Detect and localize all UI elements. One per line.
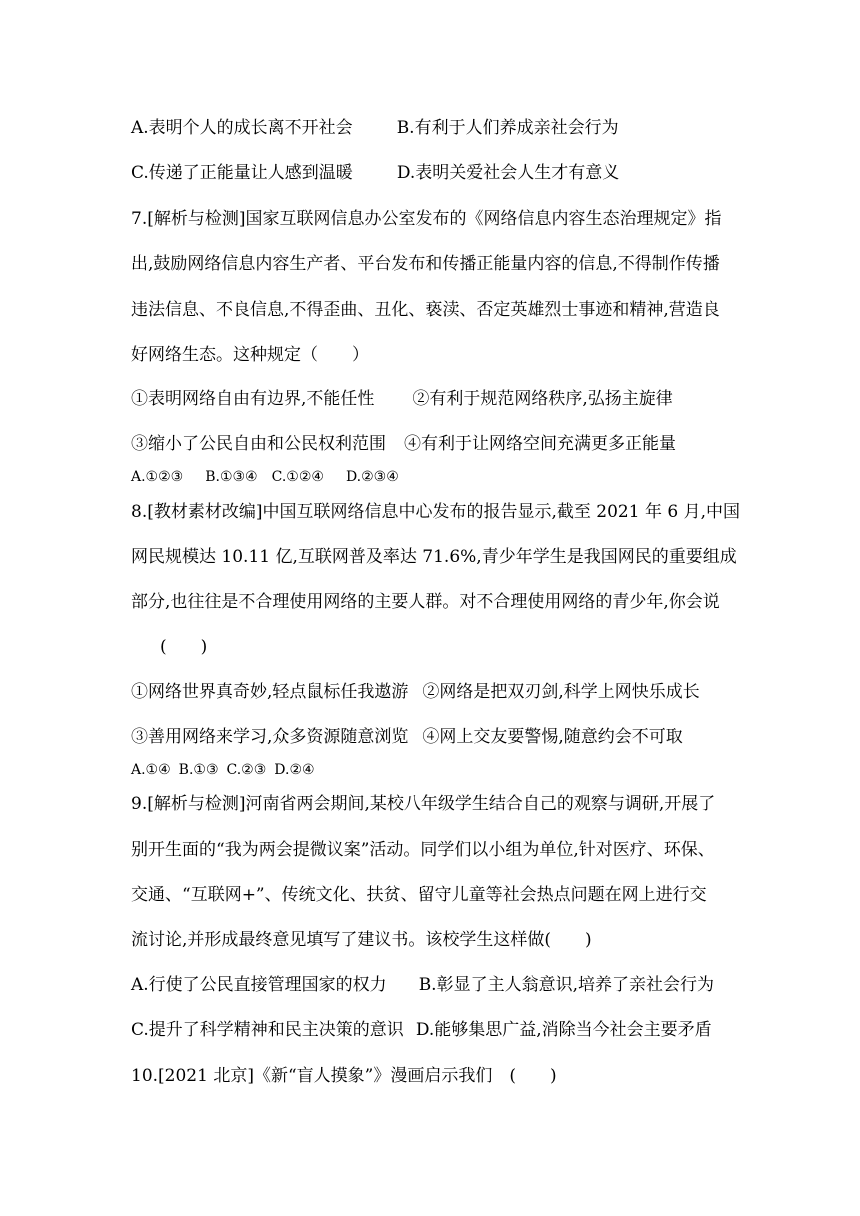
q8-option-d: D.②④ (274, 762, 315, 778)
q7-option-a: A.①②③ (131, 469, 184, 485)
q8-stem-line-2: 网民规模达 10.11 亿,互联网普及率达 71.6%,青少年学生是我国网民的重要组成 (131, 547, 737, 567)
q6-option-a: A.表明个人的成长离不开社会 (131, 118, 353, 138)
q9-option-d: D.能够集思广益,消除当今社会主要矛盾 (415, 1020, 712, 1040)
q7-stem-line-4: 好网络生态。这种规定（ ） (131, 345, 369, 365)
q8-stem-line-1: 8.[教材素材改编]中国互联网络信息中心发布的报告显示,截至 2021 年 6 月,中国 (131, 502, 740, 522)
q9-options-row-1 (131, 974, 714, 996)
q8-option-a: A.①④ (131, 762, 171, 778)
q7-option-d: D.②③④ (345, 469, 399, 485)
q9-stem-line-2: 别开生面的“我为两会提微议案”活动。同学们以小组为单位,针对医疗、环保、 (131, 840, 715, 860)
q8-item-3: ③善用网络来学习,众多资源随意浏览 (131, 727, 409, 747)
q8-option-b: B.①③ (178, 762, 219, 778)
q6-option-d: D.表明关爱社会人生才有意义 (396, 163, 620, 183)
q6-option-c: C.传递了正能量让人感到温暖 (131, 163, 353, 183)
q8-item-2: ②网络是把双刃剑,科学上网快乐成长 (422, 682, 700, 702)
q9-option-b: B.彰显了主人翁意识,培养了亲社会行为 (418, 975, 714, 995)
q9-option-a: A.行使了公民直接管理国家的权力 (131, 975, 387, 995)
q8-stem-line-3: 部分,也往往是不合理使用网络的主要人群。对不合理使用网络的青少年,你会说 (131, 592, 720, 612)
q8-answer-paren: ( ) (160, 637, 208, 657)
q8-option-c: C.②③ (226, 762, 267, 778)
q9-option-c: C.提升了科学精神和民主决策的意识 (131, 1020, 404, 1040)
q7-item-4: ④有利于让网络空间充满更多正能量 (404, 434, 676, 454)
q7-stem-line-1: 7.[解析与检测]国家互联网信息办公室发布的《网络信息内容生态治理规定》指 (131, 209, 722, 229)
q7-items-row-1 (131, 388, 673, 410)
q6-option-b: B.有利于人们养成亲社会行为 (396, 118, 619, 138)
q6-options-row-2 (131, 162, 619, 184)
q6-options-row-1 (131, 117, 619, 139)
q8-item-1: ①网络世界真奇妙,轻点鼠标任我遨游 (131, 682, 409, 702)
q7-option-c: C.①②④ (271, 469, 324, 485)
q7-stem-line-2: 出,鼓励网络信息内容生产者、平台发布和传播正能量内容的信息,不得制作传播 (131, 254, 720, 274)
q8-item-4: ④网上交友要警惕,随意约会不可取 (422, 727, 683, 747)
q9-options-row-2 (131, 1019, 712, 1041)
q9-stem-line-4: 流讨论,并形成最终意见填写了建议书。该校学生这样做( ) (131, 930, 592, 950)
q8-items-row-2 (131, 726, 683, 748)
q8-items-row-1 (131, 681, 700, 703)
q7-option-b: B.①③④ (205, 469, 258, 485)
q7-item-1: ①表明网络自由有边界,不能任性 (131, 389, 375, 409)
q7-item-3: ③缩小了公民自由和公民权利范围 (131, 434, 386, 454)
q7-item-2: ②有利于规范网络秩序,弘扬主旋律 (412, 389, 673, 409)
q7-stem-line-3: 违法信息、不良信息,不得歪曲、丑化、亵渎、否定英雄烈士事迹和精神,营造良 (131, 300, 720, 320)
q9-stem-line-3: 交通、“互联网+”、传统文化、扶贫、留守儿童等社会热点问题在网上进行交 (131, 885, 707, 905)
q7-items-row-2 (131, 433, 676, 455)
q10-stem-line-1: 10.[2021 北京]《新“盲人摸象”》漫画启示我们 ( ) (131, 1066, 557, 1086)
q9-stem-line-1: 9.[解析与检测]河南省两会期间,某校八年级学生结合自己的观察与调研,开展了 (131, 794, 716, 814)
q7-options-row (131, 466, 399, 488)
q8-options-row (131, 759, 315, 781)
